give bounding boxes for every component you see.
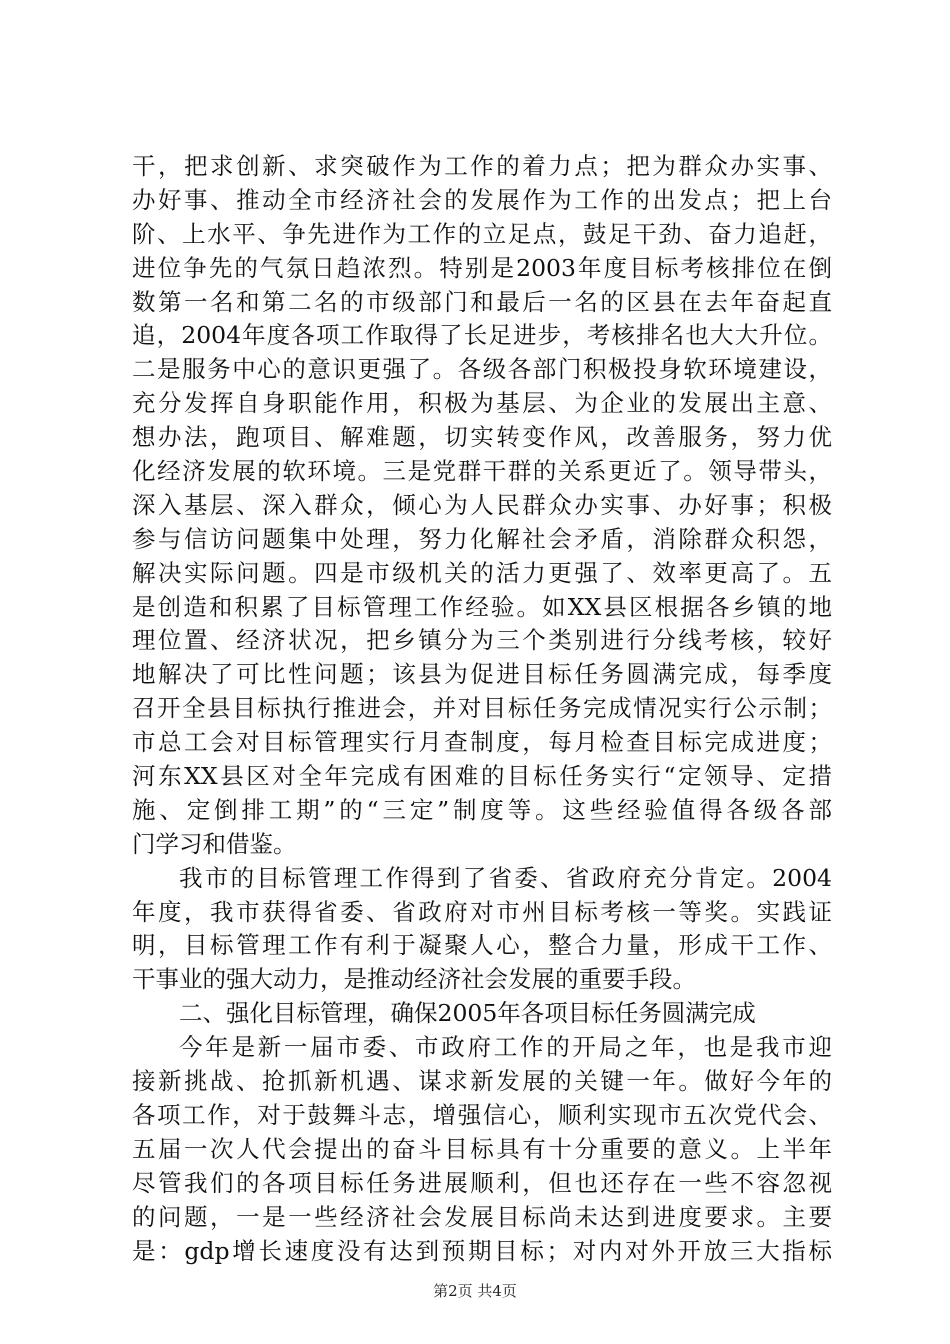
text-line: 参与信访问题集中处理，努力化解社会矛盾，消除群众积怨， bbox=[132, 524, 832, 553]
text-line: 干，把求创新、求突破作为工作的着力点；把为群众办实事、 bbox=[132, 152, 832, 180]
body-text bbox=[132, 150, 832, 1268]
text-line: 是创造和积累了目标管理工作经验。如XX县区根据各乡镇的地 bbox=[132, 592, 832, 621]
text-line: 门学习和借鉴。 bbox=[132, 829, 297, 858]
text-line: 的问题，一是一些经济社会发展目标尚未达到进度要求。主要 bbox=[132, 1202, 832, 1231]
text-line: 市总工会对目标管理实行月查制度，每月检查目标完成进度； bbox=[132, 728, 832, 757]
text-line: 想办法，跑项目、解难题，切实转变作风，改善服务，努力优 bbox=[132, 423, 832, 452]
text-line: 追，2004年度各项工作取得了长足进步，考核排名也大大升位。 bbox=[132, 321, 832, 350]
text-line: 办好事、推动全市经济社会的发展作为工作的出发点；把上台 bbox=[132, 185, 832, 214]
text-line: 是：gdp增长速度没有达到预期目标；对内对外开放三大指标 bbox=[132, 1236, 832, 1265]
text-line: 解决实际问题。四是市级机关的活力更强了、效率更高了。五 bbox=[132, 558, 832, 587]
text-line: 召开全县目标执行推进会，并对目标任务完成情况实行公示制； bbox=[132, 694, 832, 723]
text-line: 二、强化目标管理，确保2005年各项目标任务圆满完成 bbox=[179, 999, 756, 1028]
text-line: 年度，我市获得省委、省政府对市州目标考核一等奖。实践证 bbox=[132, 897, 832, 926]
text-line: 理位置、经济状况，把乡镇分为三个类别进行分线考核，较好 bbox=[132, 626, 832, 655]
text-line: 施、定倒排工期”的“三定”制度等。这些经验值得各级各部 bbox=[132, 795, 832, 824]
text-line: 接新挑战、抢抓新机遇、谋求新发展的关键一年。做好今年的 bbox=[132, 1067, 832, 1096]
text-line: 明，目标管理工作有利于凝聚人心，整合力量，形成干工作、 bbox=[132, 931, 832, 960]
text-line: 尽管我们的各项目标任务进展顺利，但也还存在一些不容忽视 bbox=[132, 1168, 832, 1197]
text-line: 干事业的强大动力，是推动经济社会发展的重要手段。 bbox=[132, 965, 696, 994]
text-line: 进位争先的气氛日趋浓烈。特别是2003年度目标考核排位在倒 bbox=[132, 253, 832, 282]
text-line: 我市的目标管理工作得到了省委、省政府充分肯定。2004 bbox=[179, 863, 832, 892]
page-footer: 第2页 共4页 bbox=[433, 1282, 517, 1300]
text-line: 数第一名和第二名的市级部门和最后一名的区县在去年奋起直 bbox=[132, 287, 832, 316]
text-line: 河东XX县区对全年完成有困难的目标任务实行“定领导、定措 bbox=[132, 762, 832, 791]
text-line: 五届一次人代会提出的奋斗目标具有十分重要的意义。上半年 bbox=[132, 1134, 832, 1163]
text-line: 二是服务中心的意识更强了。各级各部门积极投身软环境建设， bbox=[132, 355, 832, 384]
text-line: 今年是新一届市委、市政府工作的开局之年，也是我市迎 bbox=[179, 1033, 832, 1062]
text-line: 深入基层、深入群众，倾心为人民群众办实事、办好事；积极 bbox=[132, 490, 832, 519]
text-line: 各项工作，对于鼓舞斗志，增强信心，顺利实现市五次党代会、 bbox=[132, 1100, 832, 1129]
text-line: 充分发挥自身职能作用，积极为基层、为企业的发展出主意、 bbox=[132, 389, 832, 418]
text-line: 地解决了可比性问题；该县为促进目标任务圆满完成，每季度 bbox=[132, 660, 832, 689]
text-line: 化经济发展的软环境。三是党群干群的关系更近了。领导带头， bbox=[132, 457, 832, 486]
text-line: 阶、上水平、争先进作为工作的立足点，鼓足干劲、奋力追赶， bbox=[132, 219, 832, 248]
